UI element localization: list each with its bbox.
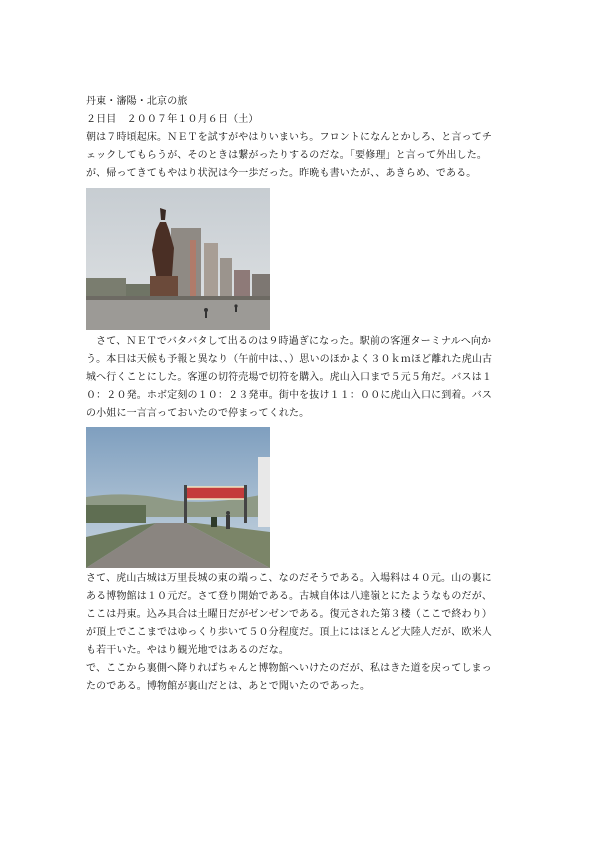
date-line: ２日目 ２００７年１０月６日（土） xyxy=(86,114,259,125)
para3-line: さて、虎山古城は万里長城の東の端っこ、なのだそうである。入場料は４０元。山の裏に xyxy=(86,573,492,584)
para1-line: ェックしてもらうが、そのときは繋がったりするのだな。「要修理」と言って外出した。 xyxy=(86,150,487,161)
photo-statue-square xyxy=(86,188,270,330)
para3-line: ここは丹東。込み具合は土曜日だがゼンゼンである。復元された第３楼（ここで終わり） xyxy=(86,609,492,620)
para1-line: 朝は７時頃起床。ＮＥＴを試すがやはりいまいち。フロントになんとかしろ、と言ってチ xyxy=(86,132,492,143)
para1-line: が、帰ってきてもやはり状況は今一歩だった。昨晩も書いたが、、あきらめ、である。 xyxy=(86,168,477,179)
para2-line: ０：２０発。ホボ定刻の１０：２３発車。街中を抜け１１：００に虎山入口に到着。バス xyxy=(86,390,492,401)
photo-hushan-road xyxy=(86,427,270,568)
para3-line: たのである。博物館が裏山だとは、あとで聞いたのであった。 xyxy=(86,681,371,692)
para3-line: が頂上でここまではゆっくり歩いて５０分程度だ。頂上にはほとんど大陸人だが、欧米人 xyxy=(86,627,492,638)
para3-line: も若干いた。やはり観光地ではあるのだな。 xyxy=(86,645,289,656)
para2-line: 城へ行くことにした。客運の切符売場で切符を購入。虎山入口まで５元５角だ。バスは１ xyxy=(86,372,492,383)
para2-line: さて、ＮＥＴでバタバタして出るのは９時過ぎになった。駅前の客運ターミナルへ向か xyxy=(86,336,492,347)
para3-line: で、ここから裏側へ降りればちゃんと博物館へいけたのだが、私はきた道を戻ってしまっ xyxy=(86,663,492,674)
doc-title: 丹東・瀋陽・北京の旅 xyxy=(86,96,188,107)
para2-line: の小姐に一言言っておいたので停まってくれた。 xyxy=(86,408,310,419)
para2-line: う。本日は天候も予報と異なり（午前中は、、）思いのほかよく３０ｋｍほど離れた虎山古 xyxy=(86,354,493,365)
para3-line: ある博物館は１０元だ。さて登り開始である。古城自体は八達嶺とにたようなものだが、 xyxy=(86,591,492,602)
